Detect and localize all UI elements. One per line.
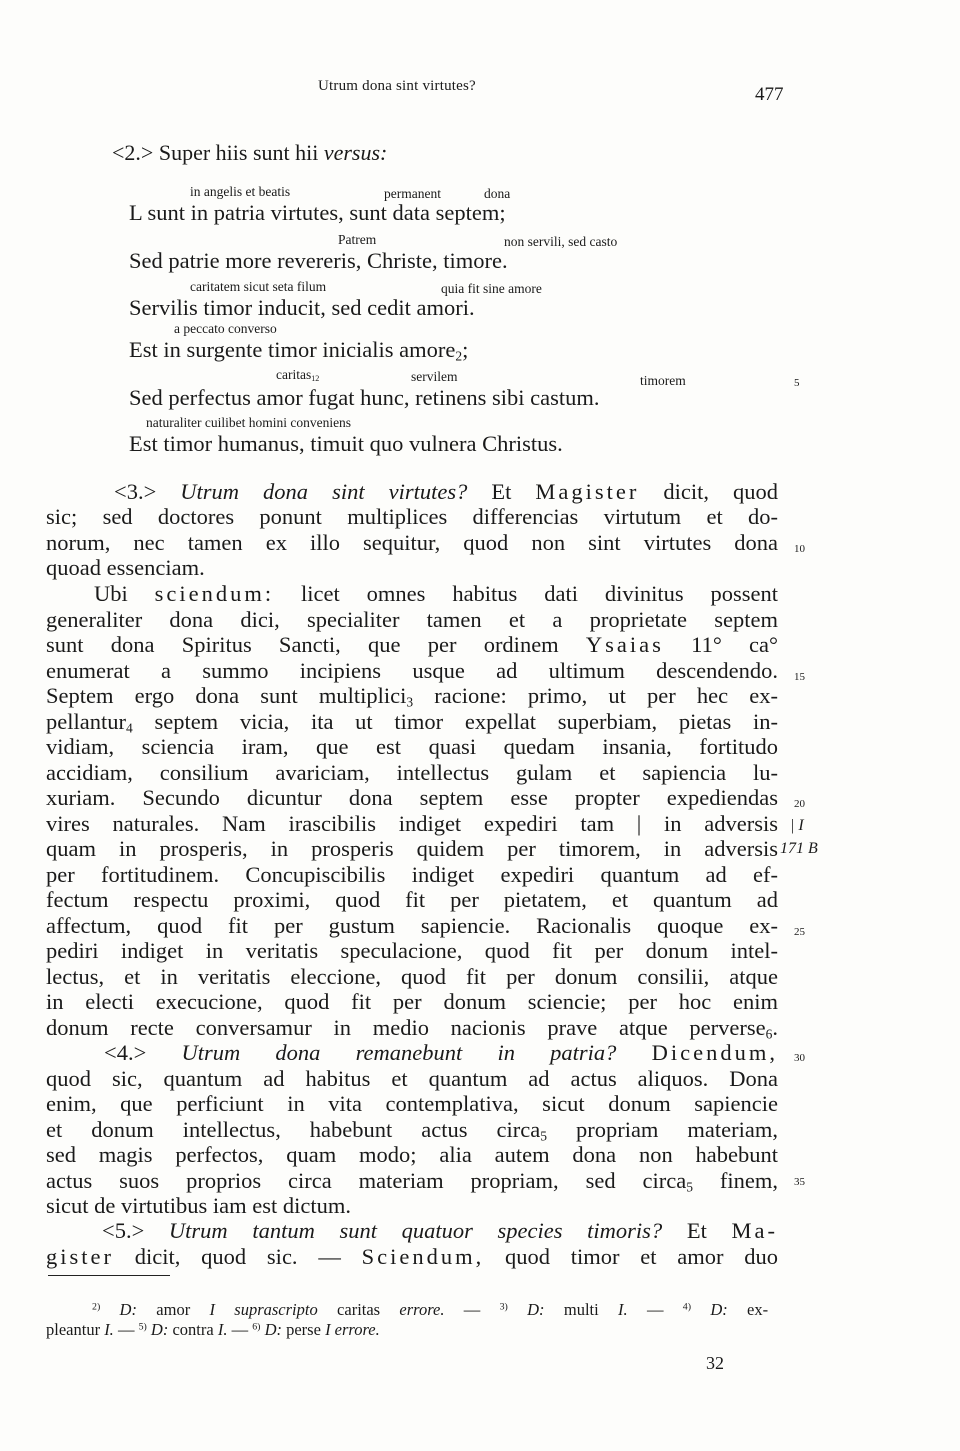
gloss: Patrem — [338, 232, 377, 247]
prose-line: accidiam, consilium avariciam, intellectus gulam et sapiencia lu- — [46, 760, 778, 785]
footnote-text: I suprascripto — [209, 1300, 318, 1319]
prose-text: donum recte conversamur in medio nacionis prave atque perverse — [46, 1015, 766, 1040]
signature-mark: 32 — [706, 1353, 724, 1373]
gloss: a peccato converso — [174, 321, 277, 336]
footnote-rule — [48, 1275, 170, 1276]
gloss: caritatem sicut seta filum — [190, 279, 327, 294]
line-number: 10 — [794, 543, 805, 555]
footnote-ref: 12 — [311, 374, 320, 384]
gloss: in angelis et beatis — [190, 184, 291, 199]
spaced-name: Ma- — [731, 1218, 779, 1243]
section-5-number: <5.> — [102, 1218, 145, 1243]
prose-line: quam in prosperis, in prosperis quidem per timorem, in adversis — [46, 836, 778, 861]
prose-line: vidiam, sciencia iram, que est quasi quedam insania, fortitudo — [46, 734, 778, 759]
prose-text: finem, — [719, 1168, 778, 1193]
prose-line: quoad essenciam. — [46, 555, 205, 580]
footnote-ref: 2 — [455, 348, 463, 364]
gloss: non servili, sed casto — [504, 234, 618, 249]
prose-text: Septem ergo dona sunt multiplici — [46, 683, 407, 708]
footnote-text: multi — [563, 1300, 599, 1319]
footnote-mark: 5) — [138, 1321, 147, 1333]
verse-line: Est timor humanus, timuit quo vulnera Christus. — [129, 431, 563, 456]
section-4-title: Utrum dona remanebunt in patria? — [181, 1040, 617, 1065]
line-number: 30 — [794, 1052, 805, 1064]
footnote-mark: 3) — [499, 1301, 508, 1313]
prose-line: generaliter dona dici, specialiter tamen et a proprietate septem — [46, 607, 778, 632]
footnote-ref: 6 — [765, 1026, 773, 1042]
line-number: 15 — [794, 671, 805, 683]
verse-text: Est in surgente timor inicialis amore — [129, 337, 456, 362]
prose-text: Ubi — [94, 581, 128, 606]
verse-line — [129, 337, 468, 364]
line-number: 20 — [794, 798, 805, 810]
prose-line: enim, que perficiunt in vita contemplativa, sicut donum sapiencie — [46, 1091, 778, 1116]
prose-line — [102, 1218, 778, 1244]
prose-line: affectum, quod fit per gustum sapiencie. Racionalis quoque ex- — [46, 913, 778, 938]
footnote-ref: 5 — [686, 1179, 693, 1195]
prose-line: per fortitudinem. Concupiscibilis indiget expediri quantum ad ef- — [46, 862, 778, 887]
footnote-mark: 6) — [252, 1321, 261, 1333]
prose-line: norum, nec tamen ex illo sequitur, quod non sint virtutes dona — [46, 530, 778, 555]
prose-line — [46, 1015, 778, 1042]
gloss: permanent — [384, 186, 441, 201]
prose-text: . — [772, 1015, 778, 1040]
gloss: quia fit sine amore — [441, 281, 542, 296]
gloss: dona — [484, 186, 511, 201]
prose-line — [46, 1168, 778, 1195]
footnote-text: I errore. — [325, 1320, 380, 1339]
prose-line — [46, 1117, 778, 1144]
prose-text: Et — [491, 479, 512, 504]
prose-text: septem vicia, ita ut timor expellat superbiam, pietas in- — [154, 709, 779, 734]
prose-line — [94, 581, 778, 607]
prose-text: pellantur — [46, 709, 126, 734]
section-2-intro-italic: versus: — [323, 140, 388, 165]
line-number: 35 — [794, 1176, 805, 1188]
prose-line — [46, 1244, 778, 1270]
prose-line — [114, 479, 778, 505]
verse-line: L sunt in patria virtutes, sunt data septem; — [129, 200, 506, 225]
verse-line: Sed patrie more revereris, Christe, timore. — [129, 248, 508, 273]
prose-line — [46, 683, 778, 710]
section-3-title: Utrum dona sint virtutes? — [180, 479, 468, 504]
prose-line — [104, 1040, 778, 1066]
prose-line: enumerat a summo incipiens usque ad ultimum descendendo. — [46, 658, 778, 683]
footnote-mark: 4) — [682, 1301, 691, 1313]
prose-text: sunt dona Spiritus Sancti, que per ordinem — [46, 632, 559, 657]
gloss: naturaliter cuilibet homini conveniens — [146, 415, 352, 430]
prose-text: dicit, quod — [663, 479, 778, 504]
gloss — [276, 367, 319, 383]
gloss: timorem — [640, 373, 686, 388]
section-2-heading — [112, 140, 387, 166]
prose-text: Et — [686, 1218, 707, 1243]
footnote-text: ex- — [747, 1300, 769, 1319]
spaced-word: Dicendum, — [651, 1040, 778, 1065]
footnote-ref: 3 — [406, 694, 414, 710]
footnote-line: $^{2)}$ D: amor I suprascripto caritas errore. — $^{3)}$ D: multi I. — $^{4)}$ D: ex- — [92, 1300, 769, 1319]
footnote-text: D: — [264, 1320, 282, 1339]
prose-text: dicit, quod sic. — — [134, 1244, 341, 1269]
spaced-word: sciendum: — [154, 581, 275, 606]
prose-line: sic; sed doctores ponunt multiplices differencias virtutum et do- — [46, 504, 778, 529]
prose-text: actus suos proprios circa materiam propriam, sed circa — [46, 1168, 687, 1193]
section-5-title: Utrum tantum sunt quatuor species timoris? — [168, 1218, 663, 1243]
spaced-name: Ysaias — [585, 632, 664, 657]
line-number: 25 — [794, 926, 805, 938]
verse-line: Servilis timor inducit, sed cedit amori. — [129, 295, 475, 320]
footnote-text: I. — [104, 1320, 114, 1339]
footnote-line: pleantur I. — $^{5)}$ D: contra I. — $^{6)}$ D: perse I errore. — [46, 1320, 380, 1339]
footnote-text: perse — [286, 1320, 321, 1339]
line-number: 5 — [794, 377, 800, 389]
spaced-name: gister — [46, 1244, 114, 1269]
footnote-text: caritas — [337, 1300, 381, 1319]
footnote-text: errore. — [399, 1300, 445, 1319]
prose-line: sed magis perfectos, quam modo; alia autem dona non habebunt — [46, 1142, 778, 1167]
prose-line — [46, 709, 778, 736]
prose-line: fectum respectu proximi, quod fit per pietatem, et quantum ad — [46, 887, 778, 912]
verse-punct: ; — [462, 337, 469, 362]
footnote-text: amor — [156, 1300, 191, 1319]
prose-text: quod timor et amor duo — [505, 1244, 779, 1269]
section-2-intro: Super hiis sunt hii — [158, 140, 319, 165]
prose-text: licet omnes habitus dati divinitus possent — [301, 581, 779, 606]
gloss: servilem — [411, 369, 458, 384]
section-4-number: <4.> — [104, 1040, 147, 1065]
prose-text: 11° ca° — [691, 632, 779, 657]
prose-text: racione: primo, ut per hec ex- — [434, 683, 779, 708]
section-3-number: <3.> — [114, 479, 157, 504]
footnote-text: I. — [217, 1320, 228, 1339]
prose-line: quod sic, quantum ad habitus et quantum ad actus aliquos. Dona — [46, 1066, 778, 1091]
prose-line: pediri indiget in veritatis speculacione, quod fit per donum intel- — [46, 938, 778, 963]
running-header: Utrum dona sint virtutes? — [318, 78, 476, 94]
spaced-word: Sciendum, — [361, 1244, 485, 1269]
gloss-word: caritas — [276, 367, 312, 382]
prose-text: propriam materiam, — [575, 1117, 779, 1142]
prose-line: vires naturales. Nam irascibilis indiget expediri tam | in adversis — [46, 811, 778, 836]
margin-note: 171 B — [780, 840, 818, 857]
footnote-text: pleantur — [46, 1320, 101, 1339]
prose-text: et donum intellectus, habebunt actus circa — [46, 1117, 541, 1142]
footnote-ref: 5 — [540, 1128, 547, 1144]
prose-line — [46, 632, 778, 658]
footnote-text: I. — [618, 1300, 628, 1319]
margin-note: | I — [790, 817, 804, 834]
footnote-mark: 2) — [92, 1301, 101, 1313]
prose-line: sicut de virtutibus iam est dictum. — [46, 1193, 351, 1218]
footnote-text: D: — [119, 1300, 137, 1319]
footnote-ref: 4 — [125, 720, 133, 736]
prose-line: lectus, et in veritatis eleccione, quod fit per donum consilii, atque — [46, 964, 778, 989]
verse-line: Sed perfectus amor fugat hunc, retinens sibi castum. — [129, 385, 600, 410]
footnote-text: D: — [150, 1320, 169, 1339]
page-number: 477 — [755, 84, 784, 105]
spaced-name: Magister — [535, 479, 640, 504]
prose-line: xuriam. Secundo dicuntur dona septem esse propter expediendas — [46, 785, 778, 810]
prose-line: in electi execucione, quod fit per donum sciencie; per hoc enim — [46, 989, 778, 1014]
footnote-text: contra — [172, 1320, 214, 1339]
footnote-text: D: — [527, 1300, 545, 1319]
footnote-text: D: — [710, 1300, 728, 1319]
section-2-number: <2.> — [112, 140, 154, 165]
